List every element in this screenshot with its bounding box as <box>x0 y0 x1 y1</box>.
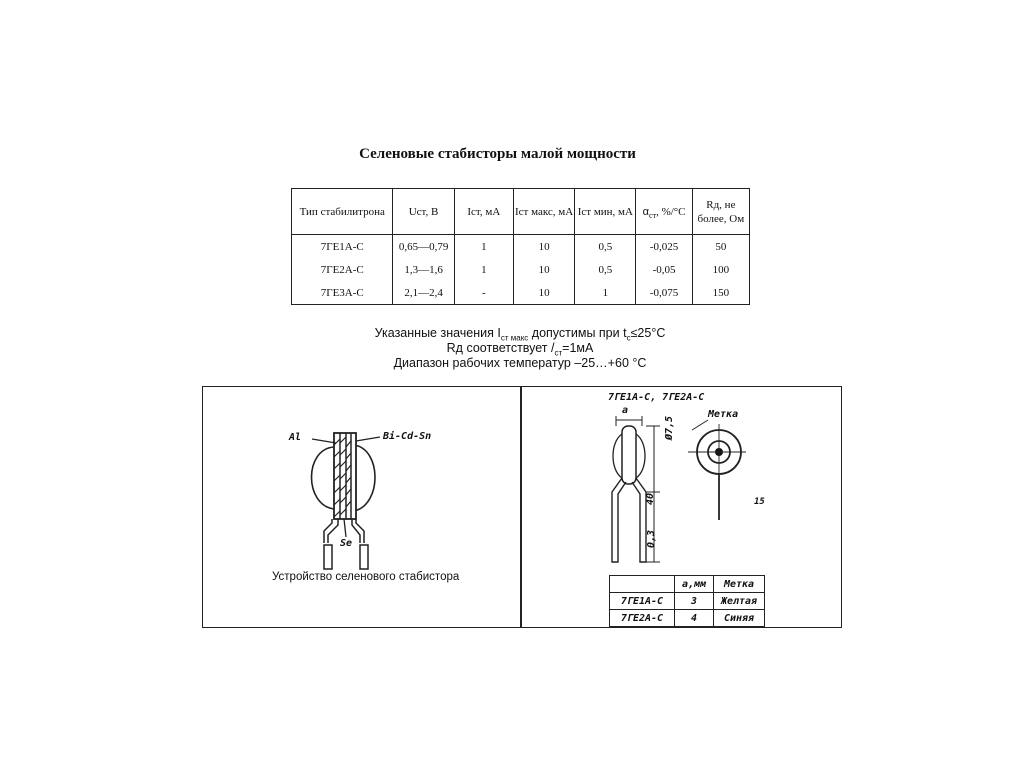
dimension-diameter: Ø7,5 <box>664 415 675 440</box>
label-aluminium: Al <box>289 432 302 443</box>
header-resistance: Rд, не более, Ом <box>692 189 749 235</box>
cell-current-min: 0,5 <box>575 258 636 281</box>
table-header-row <box>292 189 750 235</box>
table-row <box>292 281 750 305</box>
cell-type: 7ГЕ2А-С <box>292 258 393 281</box>
note-subscript: ст макс <box>500 333 529 343</box>
cell-current: - <box>454 281 513 305</box>
alpha-unit: , %/°С <box>656 205 686 218</box>
note-temperature-range: Диапазон рабочих температур –25…+60 °С <box>393 356 647 370</box>
side-mark: 15 <box>754 497 765 507</box>
dimensions-title: 7ГЕ1А-С, 7ГЕ2А-С <box>608 392 705 403</box>
note-max-current <box>0 326 1024 343</box>
cell-current-max: 10 <box>513 235 574 259</box>
dimension-a: a <box>622 405 629 416</box>
cell-type: 7ГЕ1А-С <box>610 593 675 610</box>
header-current: Iст, мА <box>454 189 513 235</box>
note-text: Указанные значения I <box>374 326 501 340</box>
cell-temp-coefficient: -0,05 <box>636 258 692 281</box>
cell-resistance: 100 <box>692 258 749 281</box>
label-selenium: Se <box>340 538 353 549</box>
cell-voltage: 1,3—1,6 <box>393 258 454 281</box>
parameters-table <box>291 188 750 305</box>
cell-current-max: 10 <box>513 281 574 305</box>
table-row <box>610 593 765 610</box>
note-resistance <box>0 341 1024 358</box>
header-a-mm: a,мм <box>675 576 714 593</box>
cell-temp-coefficient: -0,075 <box>636 281 692 305</box>
cell-temp-coefficient: -0,025 <box>636 235 692 259</box>
cell-type: 7ГЕ3А-С <box>292 281 393 305</box>
note-text: =1мА <box>562 341 594 355</box>
cell-current: 1 <box>454 258 513 281</box>
dimension-pin: 0,3 <box>646 529 657 548</box>
cell-a-mm: 3 <box>675 593 714 610</box>
cell-type: 7ГЕ2А-С <box>610 610 675 627</box>
cell-a-mm: 4 <box>675 610 714 627</box>
document-title: Селеновые стабисторы малой мощности <box>359 146 636 162</box>
marking-table <box>609 575 765 627</box>
cell-voltage: 0,65—0,79 <box>393 235 454 259</box>
cell-current-max: 10 <box>513 258 574 281</box>
table-row <box>292 258 750 281</box>
cell-current-min: 0,5 <box>575 235 636 259</box>
construction-caption: Устройство селенового стабистора <box>272 571 460 583</box>
header-voltage: Uст, В <box>393 189 454 235</box>
cell-current-min: 1 <box>575 281 636 305</box>
note-subscript: ст <box>554 348 563 358</box>
header-mark: Метка <box>714 576 765 593</box>
note-text: Rд соответствует / <box>446 341 555 355</box>
label-bi-cd-sn: Bi-Cd-Sn <box>383 431 432 442</box>
cell-mark-color: Синяя <box>714 610 765 627</box>
header-current-max: Iст макс, мА <box>513 189 574 235</box>
header-temp-coefficient <box>636 189 692 235</box>
note-text: ≤25°С <box>630 326 666 340</box>
label-mark: Метка <box>708 409 739 420</box>
note-text: допустимы при t <box>528 326 627 340</box>
note-subscript: c <box>626 333 631 343</box>
dimension-length: 40 <box>645 492 656 505</box>
lead-ends-drawing <box>318 544 378 570</box>
table-header-row <box>610 576 765 593</box>
dimensions-drawing <box>596 412 766 578</box>
cell-voltage: 2,1—2,4 <box>393 281 454 305</box>
header-current-min: Iст мин, мА <box>575 189 636 235</box>
cell-type: 7ГЕ1А-С <box>292 235 393 259</box>
cell-resistance: 50 <box>692 235 749 259</box>
alpha-subscript: ст <box>649 210 657 220</box>
cell-corner <box>610 576 675 593</box>
table-row <box>292 235 750 259</box>
cell-current: 1 <box>454 235 513 259</box>
header-type: Тип стабилитрона <box>292 189 393 235</box>
table-row <box>610 610 765 627</box>
cell-mark-color: Желтая <box>714 593 765 610</box>
alpha-symbol: α <box>642 205 650 218</box>
cell-resistance: 150 <box>692 281 749 305</box>
